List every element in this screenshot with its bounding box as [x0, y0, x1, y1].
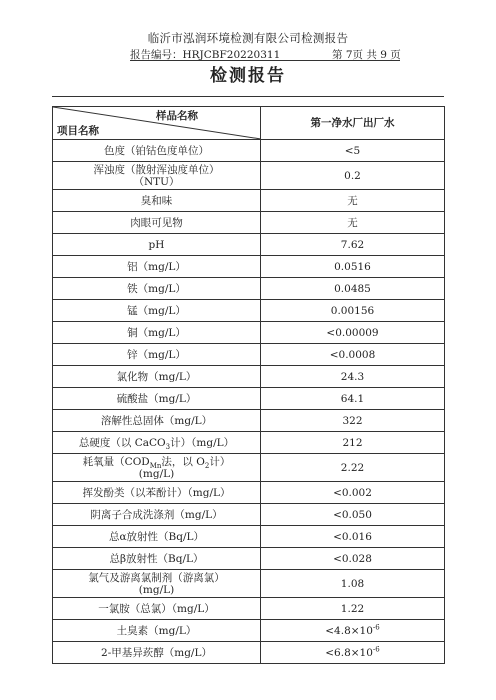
item-cell: 挥发酚类（以苯酚计）（mg/L）	[53, 482, 261, 504]
title-rule	[52, 96, 444, 97]
value-cell: 2.22	[261, 454, 445, 482]
item-cell: 溶解性总固体（mg/L）	[53, 410, 261, 432]
value-cell: 无	[261, 212, 445, 234]
item-cell: 氯气及游离氯制剂（游离氯） (mg/L)	[53, 570, 261, 598]
value-cell: <0.00009	[261, 322, 445, 344]
item-cell: 土臭素（mg/L）	[53, 620, 261, 642]
table-row	[53, 256, 445, 278]
table-row	[53, 620, 445, 642]
table-row	[53, 570, 445, 598]
value-cell: 64.1	[261, 388, 445, 410]
table-row	[53, 162, 445, 190]
item-cell: 总α放射性（Bq/L）	[53, 526, 261, 548]
item-cell: 一氯胺（总氯）（mg/L）	[53, 598, 261, 620]
value-cell: <0.050	[261, 504, 445, 526]
value-cell: <5	[261, 140, 445, 162]
table-row	[53, 278, 445, 300]
org-report-title: 临沂市泓润环境检测有限公司检测报告	[147, 31, 349, 45]
table-row	[53, 598, 445, 620]
value-cell: 无	[261, 190, 445, 212]
diagonal-header-cell	[53, 107, 261, 140]
table-row	[53, 526, 445, 548]
test-results-table	[52, 106, 445, 664]
item-cell: 总β放射性（Bq/L）	[53, 548, 261, 570]
item-cell: 肉眼可见物	[53, 212, 261, 234]
value-cell: 7.62	[261, 234, 445, 256]
item-cell: 铜（mg/L）	[53, 322, 261, 344]
table-row	[53, 322, 445, 344]
report-number: 报告编号：HRJCBF20220311	[130, 49, 281, 61]
table-row	[53, 234, 445, 256]
item-cell: 阴离子合成洗涤剂（mg/L）	[53, 504, 261, 526]
item-cell: 硫酸盐（mg/L）	[53, 388, 261, 410]
value-cell: $<6.8\times 10^{-6}$	[261, 642, 445, 664]
table-row	[53, 548, 445, 570]
item-cell: 2-甲基异莰醇（mg/L）	[53, 642, 261, 664]
value-cell: 1.08	[261, 570, 445, 598]
value-cell: 0.2	[261, 162, 445, 190]
value-cell: 0.0485	[261, 278, 445, 300]
item-cell: 锌（mg/L）	[53, 344, 261, 366]
item-cell: 浑浊度（散射浑浊度单位） （NTU）	[53, 162, 261, 190]
item-cell: 氯化物（mg/L）	[53, 366, 261, 388]
value-cell: $<4.8\times 10^{-6}$	[261, 620, 445, 642]
item-cell: 铁（mg/L）	[53, 278, 261, 300]
table-row	[53, 344, 445, 366]
item-cell: 铝（mg/L）	[53, 256, 261, 278]
page-info: 第 7页 共 9 页	[332, 49, 401, 61]
table-row	[53, 366, 445, 388]
table-row	[53, 410, 445, 432]
table-row	[53, 212, 445, 234]
table-row	[53, 140, 445, 162]
value-cell: 212	[261, 432, 445, 454]
table-row	[53, 504, 445, 526]
item-cell: 锰（mg/L）	[53, 300, 261, 322]
value-cell: <0.028	[261, 548, 445, 570]
sample-name-cell: 第一净水厂出厂水	[261, 107, 445, 140]
value-cell: 1.22	[261, 598, 445, 620]
value-cell: 322	[261, 410, 445, 432]
document-title: 检测报告	[210, 66, 286, 86]
value-cell: <0.016	[261, 526, 445, 548]
value-cell: <0.0008	[261, 344, 445, 366]
table-row	[53, 388, 445, 410]
item-cell: 耗氧量（$COD_{Mn}$法，以 $O_2$计） (mg/L)	[53, 454, 261, 482]
table-header-row	[53, 107, 445, 140]
table-row	[53, 300, 445, 322]
item-cell: pH	[53, 234, 261, 256]
item-cell: 臭和味	[53, 190, 261, 212]
item-name-header: 项目名称	[57, 125, 99, 137]
item-cell: 色度（铂钴色度单位）	[53, 140, 261, 162]
sample-name-header: 样品名称	[156, 110, 198, 122]
value-cell: 0.0516	[261, 256, 445, 278]
value-cell: <0.002	[261, 482, 445, 504]
table-row	[53, 642, 445, 664]
value-cell: 0.00156	[261, 300, 445, 322]
table-row	[53, 454, 445, 482]
value-cell: 24.3	[261, 366, 445, 388]
item-cell: 总硬度（以 CaCO$_3$计）（mg/L）	[53, 432, 261, 454]
table-row	[53, 482, 445, 504]
table-row	[53, 432, 445, 454]
table-row	[53, 190, 445, 212]
